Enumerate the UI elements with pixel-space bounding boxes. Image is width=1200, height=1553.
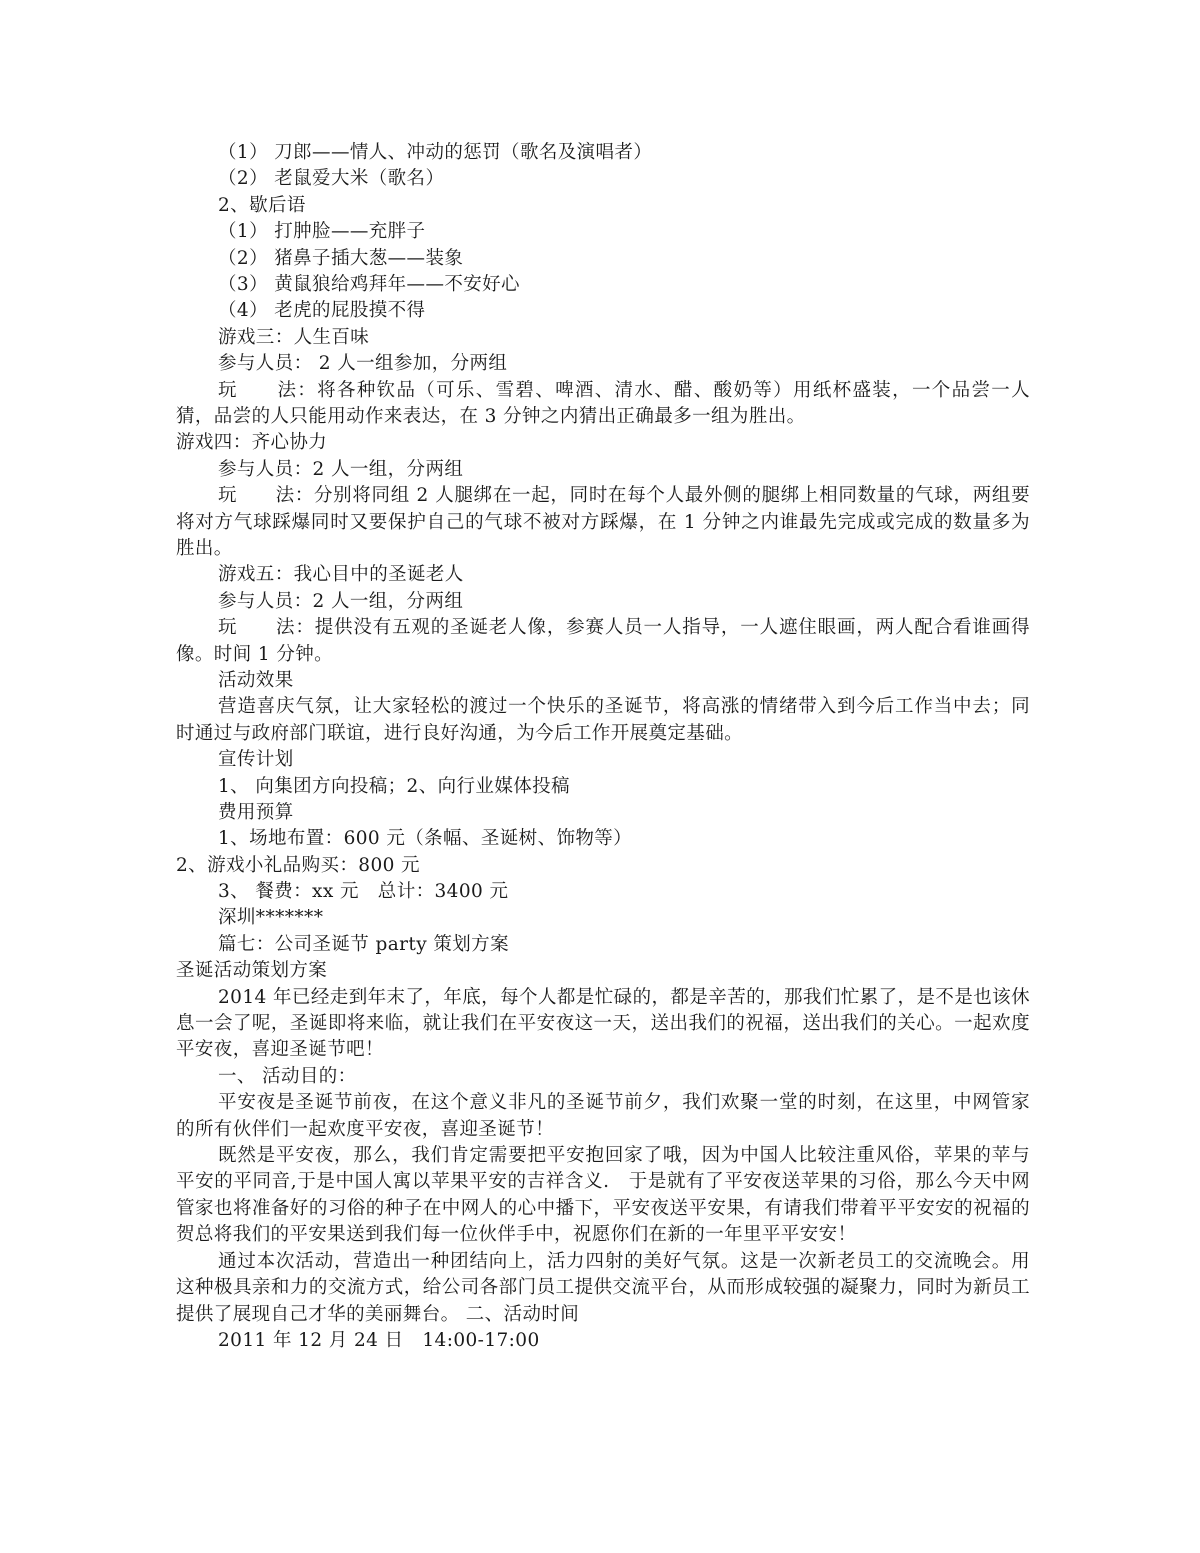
paragraph: 既然是平安夜，那么，我们肯定需要把平安抱回家了哦，因为中国人比较注重风俗，苹果的苹与平安的平同音,于是中国人寓以苹果平安的吉祥含义. 于是就有了平安夜送苹果的习俗，那么今天中网管家也将准备好的习俗的种子在中网人的心中播下，平安夜送平安果，有请我们带着平平安安的祝福的贺总将我们的平安果送到我们每一位伙伴手中，祝愿你们在新的一年里平平安安！	[176, 1145, 1030, 1246]
section-heading: 宣传计划	[218, 749, 294, 771]
section-heading: 游戏三：人生百味	[218, 326, 370, 348]
document-body	[176, 140, 1030, 1354]
section-heading: 一、 活动目的：	[218, 1065, 357, 1087]
paragraph: 玩 法：将各种钦品（可乐、雪碧、啤酒、清水、醋、酸奶等）用纸杯盛装，一个品尝一人猜，品尝的人只能用动作来表达，在 3 分钟之内猜出正确最多一组为胜出。	[176, 379, 1030, 427]
paragraph: 通过本次活动，营造出一种团结向上，活力四射的美好气氛。这是一次新老员工的交流晚会。用这种极具亲和力的交流方式，给公司各部门员工提供交流平台，从而形成较强的凝聚力，同时为新员工提供了展现自己才华的美丽舞台。 二、活动时间	[176, 1250, 1030, 1325]
text-line: 参与人员： 2 人一组参加，分两组	[218, 353, 508, 375]
section-heading: 游戏四：齐心协力	[176, 432, 328, 454]
text-line: （2） 老鼠爱大米（歌名）	[218, 168, 445, 190]
text-line: 2、游戏小礼品购买：800 元	[176, 854, 420, 876]
text-line: 参与人员：2 人一组，分两组	[218, 590, 464, 612]
paragraph: 平安夜是圣诞节前夜，在这个意义非凡的圣诞节前夕，我们欢聚一堂的时刻，在这里，中网管家的所有伙伴们一起欢度平安夜，喜迎圣诞节！	[176, 1092, 1030, 1140]
section-heading: 活动效果	[218, 669, 294, 691]
section-heading: 篇七：公司圣诞节 party 策划方案	[218, 933, 509, 955]
text-line: （3） 黄鼠狼给鸡拜年——不安好心	[218, 273, 520, 295]
text-line: （1） 打肿脸——充胖子	[218, 221, 426, 243]
text-line: （1） 刀郎——情人、冲动的惩罚（歌名及演唱者）	[218, 142, 653, 163]
text-line: 2011 年 12 月 24 日 14:00-17:00	[218, 1329, 540, 1351]
section-heading: 费用预算	[218, 801, 294, 823]
section-heading: 2、歇后语	[218, 194, 306, 216]
paragraph: 营造喜庆气氛，让大家轻松的渡过一个快乐的圣诞节，将高涨的情绪带入到今后工作当中去；同时通过与政府部门联谊，进行良好沟通，为今后工作开展奠定基础。	[176, 696, 1030, 744]
paragraph: 玩 法：提供没有五观的圣诞老人像，参赛人员一人指导，一人遮住眼画，两人配合看谁画得像。时间 1 分钟。	[176, 617, 1030, 665]
text-line: 1、 向集团方向投稿；2、向行业媒体投稿	[218, 775, 570, 797]
text-line: 1、场地布置：600 元（条幅、圣诞树、饰物等）	[218, 828, 633, 850]
section-heading: 游戏五：我心目中的圣诞老人	[218, 564, 464, 586]
paragraph: 玩 法：分别将同组 2 人腿绑在一起，同时在每个人最外侧的腿绑上相同数量的气球，两组要将对方气球踩爆同时又要保护自己的气球不被对方踩爆，在 1 分钟之内谁最先完成或完成的数量多为胜出。	[176, 485, 1030, 559]
text-line: （4） 老虎的屁股摸不得	[218, 300, 426, 322]
document-title: 圣诞活动策划方案	[176, 960, 328, 982]
text-line: （2） 猪鼻子插大葱——装象	[218, 247, 464, 269]
text-line: 深圳*******	[218, 907, 324, 929]
paragraph: 2014 年已经走到年末了，年底，每个人都是忙碌的，都是辛苦的，那我们忙累了，是不是也该休息一会了呢，圣诞即将来临，就让我们在平安夜这一天，送出我们的祝福，送出我们的关心。一起欢度平安夜，喜迎圣诞节吧！	[176, 986, 1030, 1061]
text-line: 参与人员：2 人一组，分两组	[218, 458, 464, 480]
text-line: 3、 餐费：xx 元 总计：3400 元	[218, 881, 509, 903]
